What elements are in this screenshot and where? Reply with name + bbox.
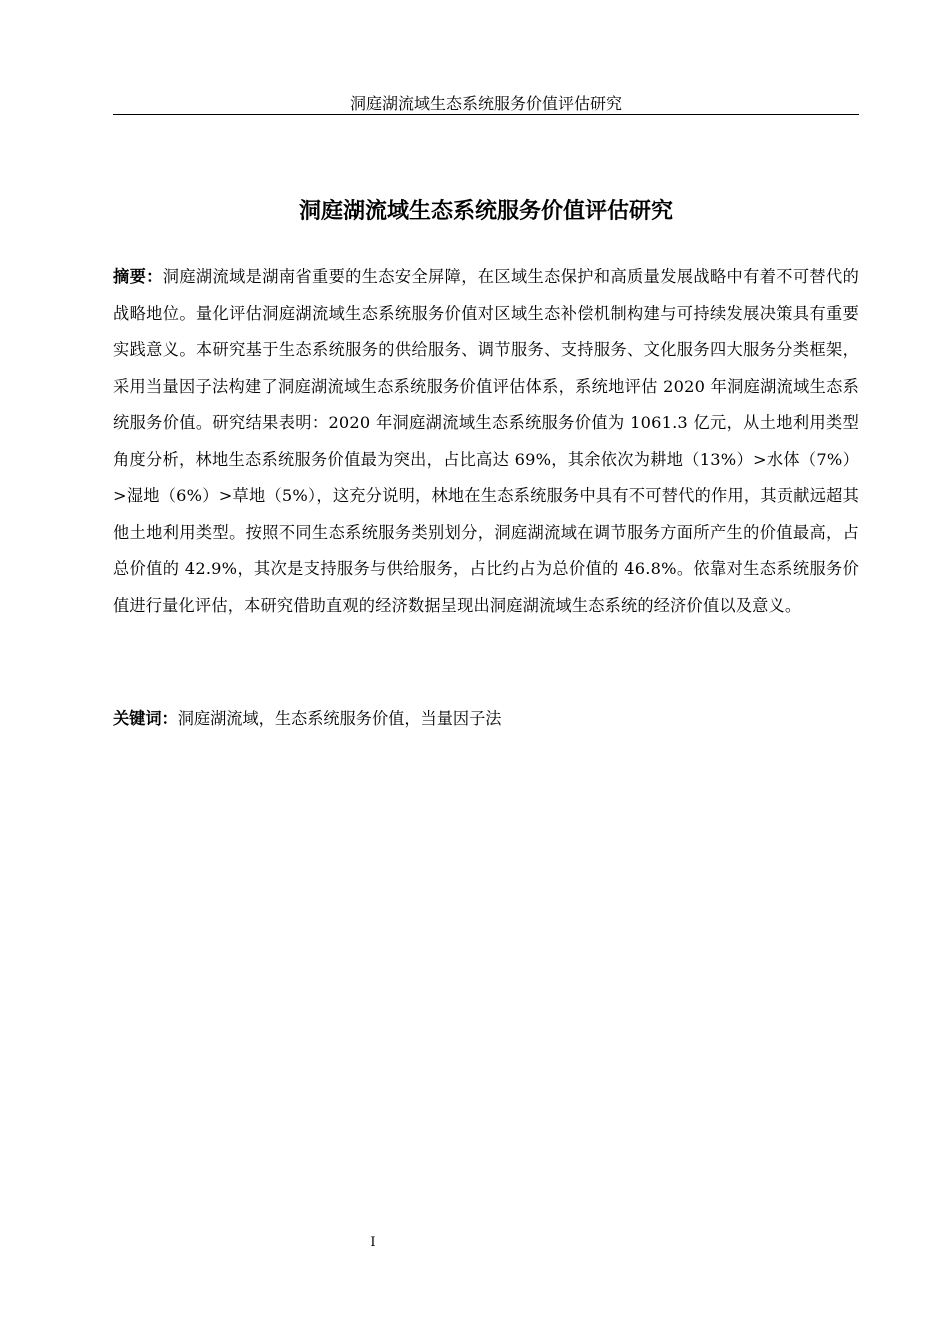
keywords-paragraph	[113, 703, 859, 735]
header-rule	[113, 114, 859, 115]
paper-title: 洞庭湖流域生态系统服务价值评估研究	[298, 199, 673, 224]
keywords-label: 关键词：	[113, 709, 178, 728]
page-number: I	[370, 1235, 376, 1250]
abstract-text: 洞庭湖流域是湖南省重要的生态安全屏障，在区域生态保护和高质量发展战略中有着不可替代的战略地位。量化评估洞庭湖流域生态系统服务价值对区域生态补偿机制构建与可持续发展决策具有重要实践意义。本研究基于生态系统服务的供给服务、调节服务、支持服务、文化服务四大服务分类框架，采用当量因子法构建了洞庭湖流域生态系统服务价值评估体系，系统地评估 2020 年洞庭湖流域生态系统服务价值。研究结果表明：2020 年洞庭湖流域生态系统服务价值为 1061.3 亿元，从土地利用类型角度分析，林地生态系统服务价值最为突出，占比高达 69%，其余依次为耕地（13%）>水体（7%）>湿地（6%）>草地（5%），这充分说明，林地在生态系统服务中具有不可替代的作用，其贡献远超其他土地利用类型。按照不同生态系统服务类别划分，洞庭湖流域在调节服务方面所产生的价值最高，占总价值的 42.9%，其次是支持服务与供给服务，占比约占为总价值的 46.8%。依靠对生态系统服务价值进行量化评估，本研究借助直观的经济数据呈现出洞庭湖流域生态系统的经济价值以及意义。	[113, 267, 859, 615]
abstract-label: 摘要：	[113, 267, 163, 286]
abstract-paragraph	[113, 259, 859, 624]
keywords-text: 洞庭湖流域，生态系统服务价值，当量因子法	[177, 709, 502, 728]
running-header: 洞庭湖流域生态系统服务价值评估研究	[349, 94, 622, 113]
